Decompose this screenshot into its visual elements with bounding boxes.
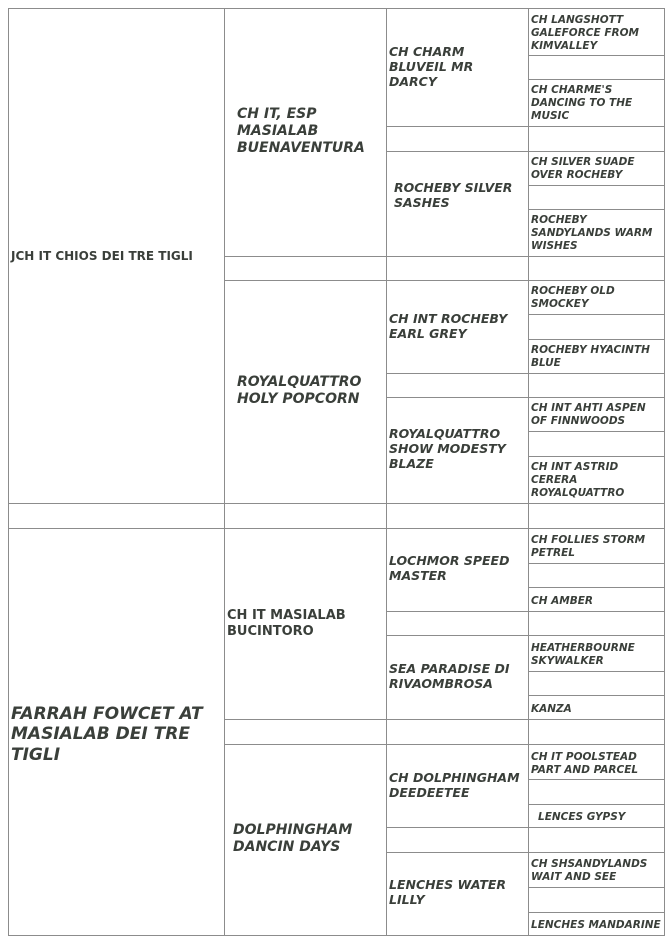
gen4-name: ROCHEBY HYACINTH BLUE xyxy=(531,344,650,369)
row-divider xyxy=(224,256,665,257)
row-divider xyxy=(528,887,665,888)
gen4-name: CH LANGSHOTT GALEFORCE FROM KIMVALLEY xyxy=(531,14,639,52)
row-divider xyxy=(528,209,665,210)
gen3-name: LENCHES WATER LILLY xyxy=(389,877,507,907)
row-divider xyxy=(528,79,665,80)
row-divider xyxy=(528,314,665,315)
row-divider xyxy=(528,563,665,564)
gen3-name: CH CHARM BLUVEIL MR DARCY xyxy=(389,44,474,89)
gen4-name: LENCES GYPSY xyxy=(538,811,626,823)
row-divider xyxy=(8,528,665,529)
row-divider xyxy=(386,827,665,828)
row-divider xyxy=(528,339,665,340)
pedigree-table xyxy=(8,8,665,936)
row-divider xyxy=(528,587,665,588)
row-divider xyxy=(386,611,665,612)
column-divider xyxy=(528,8,529,936)
row-divider xyxy=(528,431,665,432)
gen4-name: LENCHES MANDARINE xyxy=(531,919,661,931)
gen4-name: CH IT POOLSTEAD PART AND PARCEL xyxy=(531,751,639,776)
column-divider xyxy=(386,8,387,936)
row-divider xyxy=(386,373,665,374)
gen3-name: ROCHEBY SILVER SASHES xyxy=(394,180,513,210)
row-divider xyxy=(528,456,665,457)
gen3-name: ROYALQUATTRO SHOW MODESTY BLAZE xyxy=(389,426,506,471)
row-divider xyxy=(386,635,665,636)
row-divider xyxy=(528,912,665,913)
dam-sire-name: CH IT MASIALAB BUCINTORO xyxy=(227,608,346,639)
gen4-name: ROCHEBY SANDYLANDS WARM WISHES xyxy=(531,214,653,252)
row-divider xyxy=(224,280,665,281)
gen3-name: CH INT ROCHEBY EARL GREY xyxy=(389,311,508,341)
row-divider xyxy=(528,671,665,672)
gen4-name: HEATHERBOURNE SKYWALKER xyxy=(531,642,635,667)
row-divider xyxy=(528,695,665,696)
gen3-name: CH DOLPHINGHAM DEEDEETEE xyxy=(389,770,520,800)
gen4-name: CH CHARME'S DANCING TO THE MUSIC xyxy=(531,84,633,122)
sire-name: JCH IT CHIOS DEI TRE TIGLI xyxy=(11,249,193,263)
row-divider xyxy=(528,55,665,56)
row-divider xyxy=(528,779,665,780)
sire-dam-name: ROYALQUATTRO HOLY POPCORN xyxy=(237,374,362,407)
row-divider xyxy=(224,744,665,745)
gen4-name: CH FOLLIES STORM PETREL xyxy=(531,534,646,559)
gen3-name: SEA PARADISE DI RIVAOMBROSA xyxy=(389,661,510,691)
row-divider xyxy=(224,719,665,720)
row-divider xyxy=(386,852,665,853)
dam-name: FARRAH FOWCET AT MASIALAB DEI TRE TIGLI xyxy=(11,704,203,765)
gen4-name: CH AMBER xyxy=(531,595,593,607)
row-divider xyxy=(8,503,665,504)
dam-dam-name: DOLPHINGHAM DANCIN DAYS xyxy=(233,822,353,855)
row-divider xyxy=(386,151,665,152)
row-divider xyxy=(528,804,665,805)
gen4-name: ROCHEBY OLD SMOCKEY xyxy=(531,285,615,310)
gen4-name: CH SILVER SUADE OVER ROCHEBY xyxy=(531,156,635,181)
gen3-name: LOCHMOR SPEED MASTER xyxy=(389,553,510,583)
sire-sire-name: CH IT, ESP MASIALAB BUENAVENTURA xyxy=(237,106,365,156)
gen4-name: KANZA xyxy=(531,703,572,715)
gen4-name: CH SHSANDYLANDS WAIT AND SEE xyxy=(531,858,648,883)
row-divider xyxy=(386,126,665,127)
row-divider xyxy=(386,397,665,398)
row-divider xyxy=(528,185,665,186)
gen4-name: CH INT AHTI ASPEN OF FINNWOODS xyxy=(531,402,646,427)
gen4-name: CH INT ASTRID CERERA ROYALQUATTRO xyxy=(531,461,625,499)
column-divider xyxy=(224,8,225,936)
